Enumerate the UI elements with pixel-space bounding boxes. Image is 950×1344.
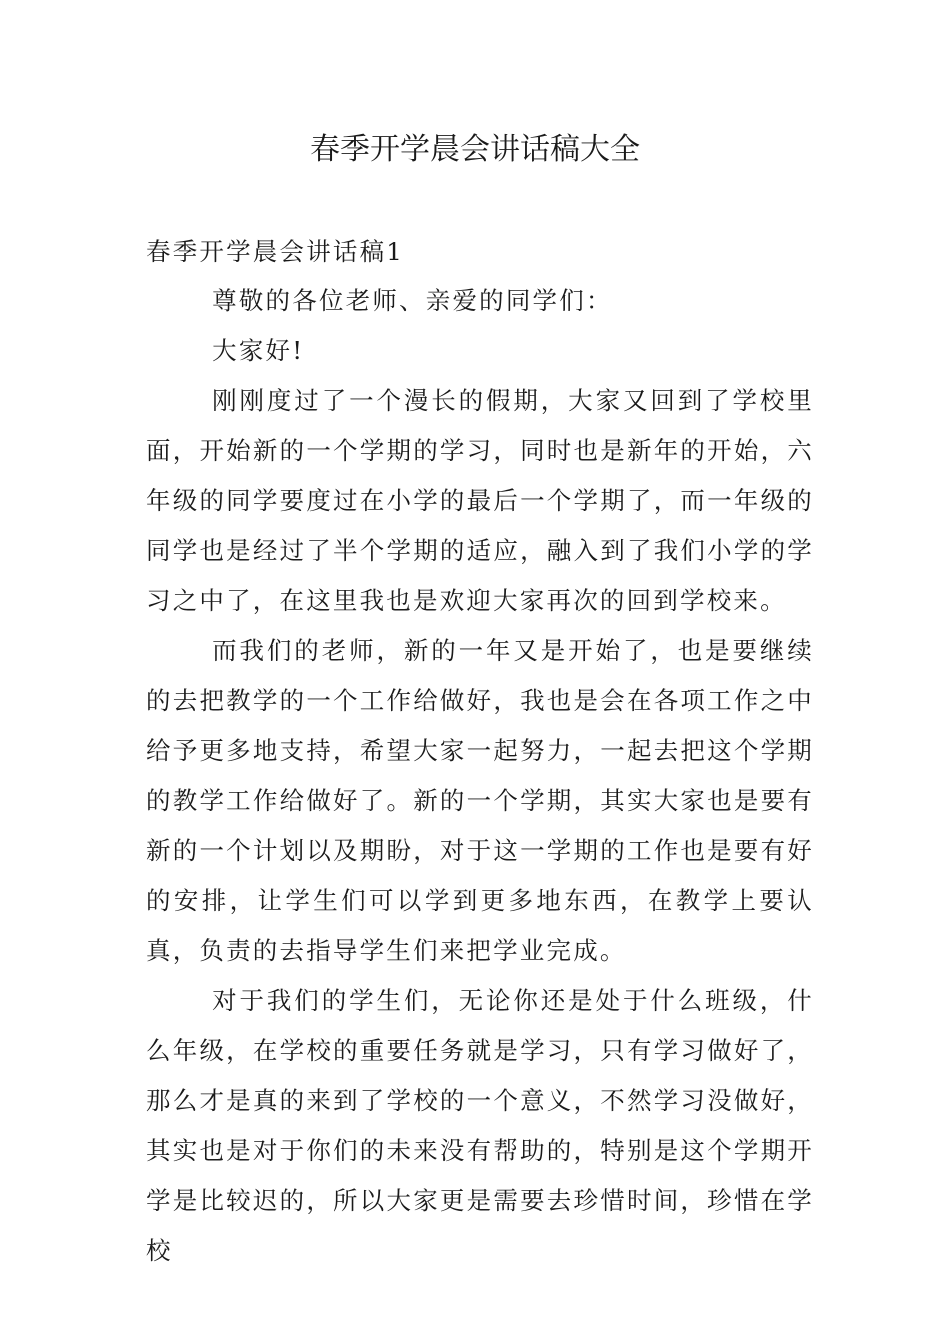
body-paragraph-3: 对于我们的学生们，无论你还是处于什么班级，什么年级，在学校的重要任务就是学习，只有学习做好了，那么才是真的来到了学校的一个意义，不然学习没做好，其实也是对于你们的未来没有帮助的，特别是这个学期开学是比较迟的，所以大家更是需要去珍惜时间，珍惜在学校 xyxy=(146,986,814,1265)
body-paragraph-2: 而我们的老师，新的一年又是开始了，也是要继续的去把教学的一个工作给做好，我也是会在各项工作之中给予更多地支持，希望大家一起努力，一起去把这个学期的教学工作给做好了。新的一个学期，其实大家也是要有新的一个计划以及期盼，对于这一学期的工作也是要有好的安排，让学生们可以学到更多地东西，在教学上要认真，负责的去指导学生们来把学业完成。 xyxy=(146,636,814,965)
salutation-paragraph: 尊敬的各位老师、亲爱的同学们： xyxy=(212,286,613,315)
section-heading: 春季开学晨会讲话稿1 xyxy=(146,237,405,266)
greeting-paragraph: 大家好! xyxy=(212,336,305,365)
document-body xyxy=(146,228,814,1276)
body-paragraph-1: 刚刚度过了一个漫长的假期，大家又回到了学校里面，开始新的一个学期的学习，同时也是新年的开始，六年级的同学要度过在小学的最后一个学期了，而一年级的同学也是经过了半个学期的适应，融入到了我们小学的学习之中了，在这里我也是欢迎大家再次的回到学校来。 xyxy=(146,386,814,615)
document-title: 春季开学晨会讲话稿大全 xyxy=(310,132,640,167)
